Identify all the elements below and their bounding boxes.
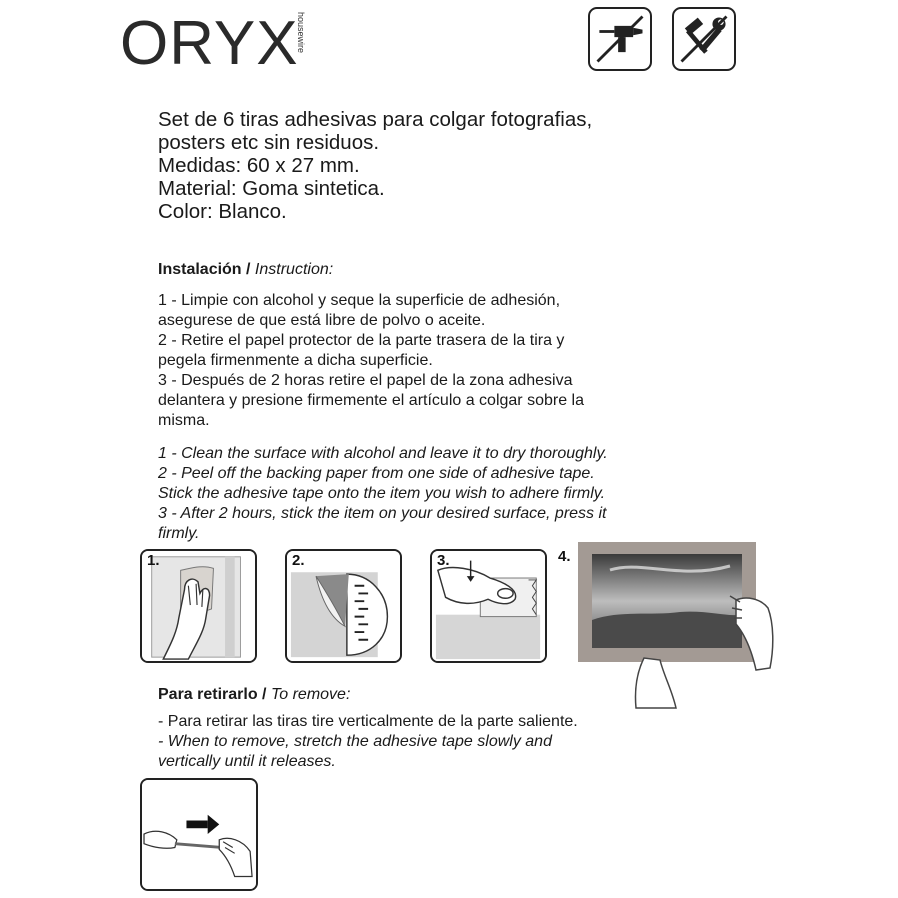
- remove-line: vertically until it releases.: [158, 753, 336, 770]
- no-drilling-icon: [588, 7, 652, 71]
- install-line: 3 - Después de 2 horas retire el papel de la zona adhesiva: [158, 372, 573, 389]
- install-line-en: 1 - Clean the surface with alcohol and leave it to dry thoroughly.: [158, 445, 608, 462]
- brand-sub: housewire: [296, 12, 306, 54]
- intro-line: Color: Blanco.: [158, 200, 287, 223]
- remove-heading-en: To remove:: [270, 686, 351, 703]
- remove-image: [140, 778, 258, 891]
- install-steps-es: [158, 291, 878, 431]
- step-1-image: [140, 549, 257, 663]
- stretch-strip-icon: [142, 780, 256, 889]
- step-number: 3.: [437, 552, 450, 569]
- install-line: pegela firmenmente a dicha superficie.: [158, 352, 433, 369]
- step-3-image: [430, 549, 547, 663]
- remove-heading-es: Para retirarlo /: [158, 686, 267, 703]
- remove-section: [158, 686, 878, 772]
- install-line-en: 2 - Peel off the backing paper from one side of adhesive tape.: [158, 465, 595, 482]
- remove-line: - Para retirar las tiras tire verticalmente de la parte saliente.: [158, 713, 578, 730]
- install-line: misma.: [158, 412, 210, 429]
- install-line-en: 3 - After 2 hours, stick the item on your desired surface, press it: [158, 505, 607, 522]
- intro-line: Material: Goma sintetica.: [158, 177, 385, 200]
- install-line: asegurese de que está libre de polvo o aceite.: [158, 312, 486, 329]
- install-heading: [158, 261, 878, 279]
- remove-line: - When to remove, stretch the adhesive tape slowly and: [158, 733, 552, 750]
- install-steps-en: [158, 444, 878, 544]
- step-2-image: [285, 549, 402, 663]
- intro-line: posters etc sin residuos.: [158, 131, 380, 154]
- intro-line: Medidas: 60 x 27 mm.: [158, 154, 360, 177]
- install-line-en: firmly.: [158, 525, 200, 542]
- intro-line: Set de 6 tiras adhesivas para colgar fotografias,: [158, 108, 593, 131]
- install-line-en: Stick the adhesive tape onto the item you wish to adhere firmly.: [158, 485, 606, 502]
- step-4-image: [560, 540, 778, 710]
- step-number: 2.: [292, 552, 305, 569]
- install-line: 1 - Limpie con alcohol y seque la superficie de adhesión,: [158, 292, 561, 309]
- step-number: 4.: [558, 548, 571, 565]
- hang-frame-icon: [560, 540, 778, 710]
- step-number: 1.: [147, 552, 160, 569]
- install-line: 2 - Retire el papel protector de la parte trasera de la tira y: [158, 332, 565, 349]
- remove-steps: [158, 712, 878, 772]
- install-line: delantera y presione firmemente el artículo a colgar sobre la: [158, 392, 584, 409]
- install-section: [158, 261, 878, 431]
- install-heading-es: Instalación /: [158, 261, 251, 278]
- no-tools-icon: [672, 7, 736, 71]
- brand-name: ORYX: [120, 9, 299, 78]
- remove-heading: [158, 686, 878, 704]
- install-heading-en: Instruction:: [254, 261, 334, 278]
- product-description: [158, 108, 858, 223]
